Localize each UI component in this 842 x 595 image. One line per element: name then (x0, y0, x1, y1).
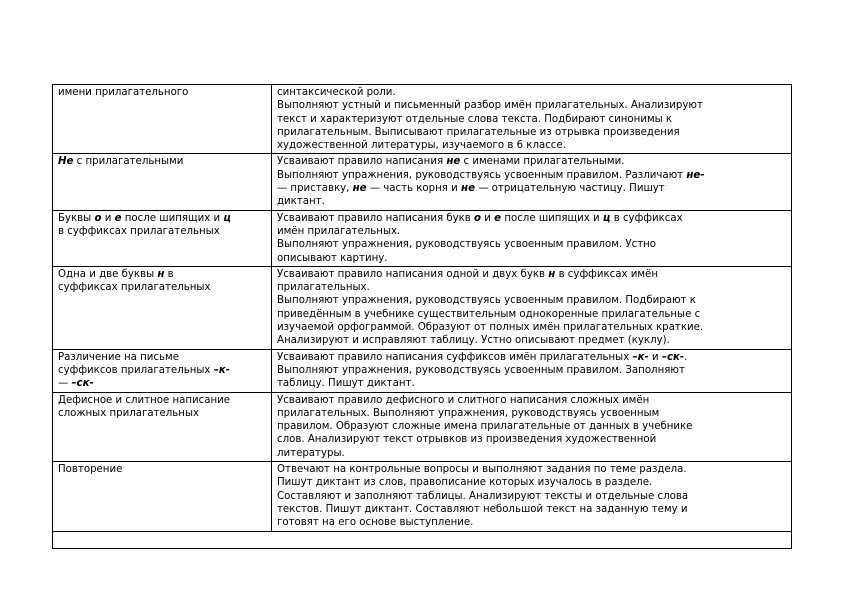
topic-text (58, 212, 268, 225)
text-part: — отрицательную частицу. Пишут (474, 183, 665, 195)
text-part: и (481, 212, 495, 224)
emphasis-text: –к- (632, 351, 649, 363)
activities-cell (272, 85, 792, 154)
activities-line: Пишут диктант из слов, правописание которых изучалось в разделе. (277, 477, 653, 489)
activities-cell (272, 462, 792, 531)
activities-line: литературы. (277, 447, 345, 459)
activities-cell (272, 392, 792, 461)
activities-line: Выполняют упражнения, руководствуясь усвоенным правилом. Заполняют (277, 364, 685, 376)
text-part: . (684, 351, 688, 363)
activities-line: Выполняют устный и письменный разбор имён прилагательных. Анализируют (277, 100, 703, 112)
activities-line: Выполняют упражнения, руководствуясь усвоенным правилом. Устно (277, 239, 657, 251)
topic-text (58, 377, 268, 390)
emphasis-text: ц (223, 212, 231, 224)
emphasis-text: о (94, 212, 102, 224)
topic-text: сложных прилагательных (58, 407, 200, 419)
text-part: в (164, 268, 174, 280)
emphasis-text: Не (58, 156, 74, 168)
activities-line: Отвечают на контрольные вопросы и выполняют задания по теме раздела. (277, 464, 687, 476)
topic-text: Повторение (58, 464, 123, 476)
topic-cell (53, 349, 272, 392)
text-part: Усваивают правило написания суффиксов имён прилагательных (277, 351, 633, 363)
table-row (53, 210, 792, 266)
topic-text (58, 364, 268, 377)
topic-text: Дефисное и слитное написание (58, 394, 231, 406)
activities-line: Усваивают правило дефисного и слитного написания сложных имён (277, 394, 650, 406)
topic-text: суффиксах прилагательных (58, 282, 211, 294)
table-row (53, 462, 792, 531)
emphasis-text: о (474, 212, 482, 224)
topic-cell (53, 210, 272, 266)
empty-cell (53, 531, 792, 548)
topic-cell (53, 266, 272, 349)
table-row (53, 392, 792, 461)
activities-line (277, 351, 788, 364)
table-row (53, 266, 792, 349)
topic-text (58, 268, 268, 281)
activities-line: описывают картину. (277, 252, 388, 264)
text-part: в суффиксах имён (555, 268, 658, 280)
text-part: и (101, 212, 115, 224)
activities-line: приведённым в учебнике существительным однокоренные прилагательные с (277, 308, 701, 320)
activities-line: прилагательных. (277, 282, 370, 294)
emphasis-text: е (114, 212, 122, 224)
text-part: в суффиксах (610, 212, 683, 224)
emphasis-text: е (494, 212, 502, 224)
text-part: и (648, 351, 662, 363)
emphasis-text: –ск- (661, 351, 685, 363)
activities-line (277, 169, 788, 182)
table-row-empty (53, 531, 792, 548)
table-row (53, 154, 792, 210)
activities-cell (272, 154, 792, 210)
emphasis-text: не (352, 183, 367, 195)
topic-cell (53, 85, 272, 154)
activities-cell (272, 210, 792, 266)
topic-cell (53, 462, 272, 531)
topic-text: Различение на письме (58, 351, 179, 363)
text-part: Усваивают правило написания одной и двух букв (277, 268, 549, 280)
text-part: — приставку, (277, 183, 353, 195)
emphasis-text: не (461, 183, 475, 195)
emphasis-text: н (157, 268, 165, 280)
activities-cell (272, 349, 792, 392)
text-part: — (58, 378, 72, 390)
topic-text-part: с прилагательными (73, 156, 184, 168)
text-part: суффиксов прилагательных (58, 364, 214, 376)
emphasis-text: ц (602, 212, 611, 224)
text-part: Усваивают правило написания букв (277, 212, 475, 224)
text-part: — часть корня и (366, 183, 462, 195)
activities-line: Анализируют и исправляют таблицу. Устно описывают предмет (куклу). (277, 335, 670, 347)
activities-line (277, 212, 788, 225)
text-part: Буквы (58, 212, 95, 224)
emphasis-text: н (548, 268, 556, 280)
table-row (53, 349, 792, 392)
activities-line: таблицу. Пишут диктант. (277, 378, 415, 390)
activities-line: синтаксической роли. (277, 87, 396, 98)
topic-text: в суффиксах прилагательных (58, 225, 220, 237)
activities-line: изучаемой орфограммой. Образуют от полных имён прилагательных краткие. (277, 322, 704, 334)
activities-line: слов. Анализируют текст отрывков из произведения художественной (277, 434, 657, 446)
activities-line: прилагательных. Выполняют упражнения, руководствуясь усвоенным (277, 407, 660, 419)
text-part: Усваивают правило написания (277, 156, 447, 168)
activities-line: Выполняют упражнения, руководствуясь усвоенным правилом. Подбирают к (277, 295, 696, 307)
emphasis-text: не (446, 156, 461, 168)
activities-line: прилагательным. Выписывают прилагательные из отрывка произведения (277, 126, 680, 138)
table-row (53, 85, 792, 154)
emphasis-text: не- (686, 169, 705, 181)
text-part: с именами прилагательными. (460, 156, 625, 168)
emphasis-text: –к- (213, 364, 230, 376)
activities-cell (272, 266, 792, 349)
curriculum-table (52, 84, 792, 549)
activities-line: имён прилагательных. (277, 225, 401, 237)
text-part: Одна и две буквы (58, 268, 158, 280)
activities-line: готовят на его основе выступление. (277, 517, 474, 529)
topic-cell (53, 154, 272, 210)
emphasis-text: –ск- (71, 378, 94, 390)
activities-line: диктант. (277, 196, 325, 208)
topic-text (58, 155, 268, 168)
activities-line (277, 268, 788, 281)
text-part: после шипящих и (121, 212, 224, 224)
activities-line (277, 182, 788, 195)
topic-cell (53, 392, 272, 461)
activities-line: Составляют и заполняют таблицы. Анализируют тексты и отдельные слова (277, 490, 689, 502)
activities-line: текст и характеризуют отдельные слова текста. Подбирают синонимы к (277, 113, 673, 125)
activities-line: правилом. Образуют сложные имена прилагательные от данных в учебнике (277, 421, 693, 433)
activities-line (277, 155, 788, 168)
topic-text: имени прилагательного (58, 87, 189, 98)
activities-line: художественной литературы, изучаемого в 6 классе. (277, 140, 566, 152)
text-part: Выполняют упражнения, руководствуясь усвоенным правилом. Различают (277, 169, 687, 181)
text-part: после шипящих и (501, 212, 603, 224)
activities-line: текстов. Пишут диктант. Составляют небольшой текст на заданную тему и (277, 503, 688, 515)
